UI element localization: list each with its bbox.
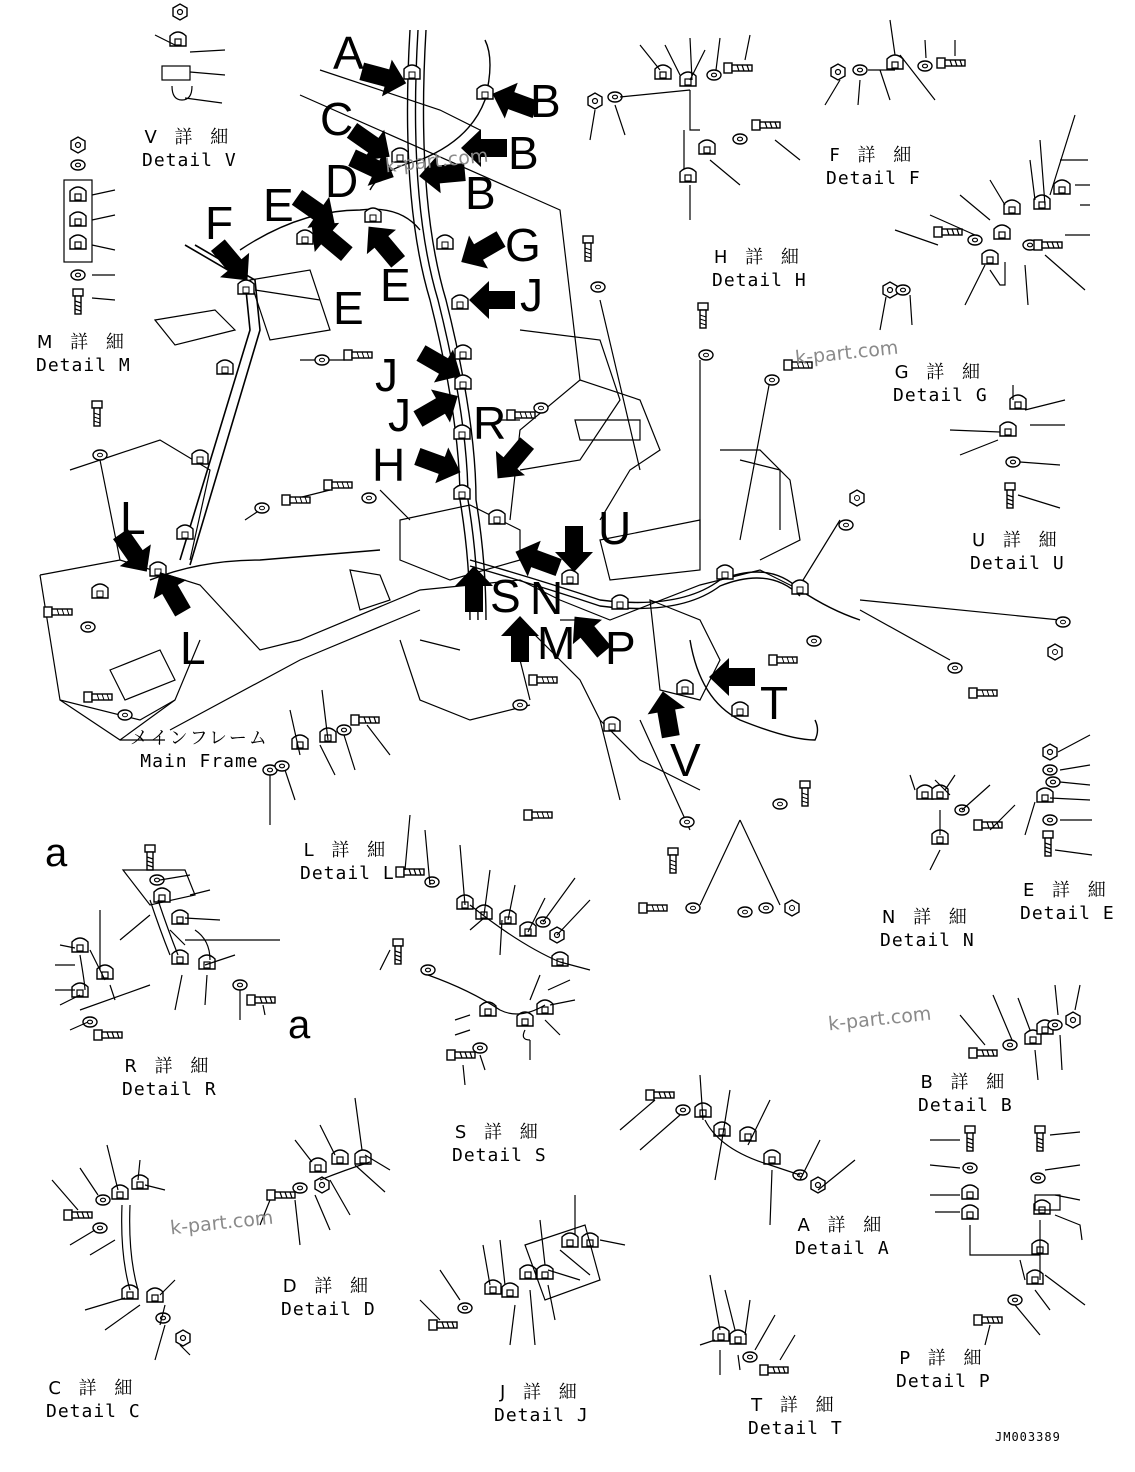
detail-label-p-jp: P 詳 細: [899, 1348, 988, 1369]
watermark-3: k-part.com: [827, 1002, 933, 1036]
detail-label-m: [36, 332, 131, 377]
main-frame-label-jp: メインフレーム: [130, 728, 269, 749]
detail-label-t-en: Detail T: [748, 1417, 843, 1439]
callout-letter-a-lower-1: a: [45, 831, 68, 875]
detail-label-a-en: Detail A: [795, 1237, 890, 1259]
detail-label-t-jp: T 詳 細: [751, 1395, 840, 1416]
detail-label-n: [880, 907, 975, 952]
detail-label-b: [918, 1072, 1013, 1117]
detail-label-h-jp: H 詳 細: [713, 247, 805, 268]
detail-label-a-jp: A 詳 細: [797, 1215, 888, 1236]
detail-label-u-jp: U 詳 細: [972, 530, 1063, 551]
detail-label-c-en: Detail C: [46, 1400, 141, 1422]
detail-label-v-jp: V 詳 細: [144, 127, 235, 148]
callout-letter-b-2: B: [508, 127, 539, 179]
callout-letter-e-3: E: [333, 282, 364, 334]
callout-letter-l-2: L: [180, 622, 206, 674]
callout-letter-b-1: B: [530, 75, 561, 127]
main-hardware: [44, 65, 1070, 917]
detail-label-e-en: Detail E: [1020, 902, 1115, 924]
detail-label-r-en: Detail R: [122, 1078, 217, 1100]
detail-label-c: [46, 1378, 141, 1423]
detail-label-j: [494, 1382, 589, 1427]
callout-letter-n: N: [530, 572, 564, 624]
detail-label-a: [795, 1215, 890, 1260]
detail-label-l-jp: L 詳 細: [303, 840, 392, 861]
detail-label-v: [142, 127, 237, 172]
callout-letter-t: T: [760, 677, 789, 729]
detail-label-u-en: Detail U: [970, 552, 1065, 574]
callout-letter-s: S: [490, 570, 521, 622]
detail-label-g-jp: G 詳 細: [894, 362, 987, 383]
detail-label-e-jp: E 詳 細: [1022, 880, 1112, 901]
detail-label-p-en: Detail P: [896, 1370, 991, 1392]
detail-label-h-en: Detail H: [712, 269, 807, 291]
watermark-2: k-part.com: [794, 336, 900, 370]
callout-letter-d: D: [325, 155, 359, 207]
callout-letter-j-3: J: [388, 389, 411, 441]
detail-label-n-jp: N 詳 細: [881, 907, 973, 928]
callout-letter-e-1: E: [263, 179, 294, 231]
detail-label-h: [712, 247, 807, 292]
watermark-1: k-part.com: [384, 144, 490, 178]
watermark-4: k-part.com: [169, 1206, 275, 1240]
detail-label-d-jp: D 詳 細: [282, 1276, 374, 1297]
detail-label-s-en: Detail S: [452, 1144, 547, 1166]
detail-label-d: [281, 1276, 376, 1321]
detail-label-f-en: Detail F: [826, 167, 921, 189]
detail-label-n-en: Detail N: [880, 929, 975, 951]
callout-letter-j-2: J: [375, 349, 398, 401]
detail-label-b-jp: B 詳 細: [920, 1072, 1011, 1093]
callout-letter-a-lower-2: a: [288, 1003, 311, 1047]
callout-letter-u: U: [598, 502, 632, 554]
detail-label-d-en: Detail D: [281, 1298, 376, 1320]
detail-label-g: [893, 362, 988, 407]
callout-letter-c: C: [320, 93, 354, 145]
detail-label-s: [452, 1122, 547, 1167]
drawing-code: JM003389: [995, 1430, 1061, 1444]
detail-label-m-en: Detail M: [36, 354, 131, 376]
detail-label-r: [122, 1056, 217, 1101]
detail-label-u: [970, 530, 1065, 575]
main-frame-label: [130, 728, 269, 773]
detail-label-g-en: Detail G: [893, 384, 988, 406]
detail-label-t: [748, 1395, 843, 1440]
detail-label-s-jp: S 詳 細: [454, 1122, 544, 1143]
callout-letter-b-3: B: [465, 167, 496, 219]
detail-label-f-jp: F 詳 細: [829, 145, 918, 166]
callout-letter-r: R: [473, 397, 507, 449]
callout-letter-j-1: J: [520, 269, 543, 321]
callout-letter-m: M: [537, 617, 576, 669]
detail-label-b-en: Detail B: [918, 1094, 1013, 1116]
callout-letter-a-main: A: [333, 27, 364, 79]
detail-label-c-jp: C 詳 細: [48, 1378, 139, 1399]
callout-letter-l-1: L: [120, 492, 146, 544]
callout-letter-g: G: [505, 219, 541, 271]
callout-letter-f: F: [205, 197, 234, 249]
detail-label-m-jp: M 詳 細: [36, 332, 130, 353]
callout-letter-h: H: [372, 439, 406, 491]
detail-label-r-jp: R 詳 細: [124, 1056, 215, 1077]
detail-label-e: [1020, 880, 1115, 925]
detail-label-p: [896, 1348, 991, 1393]
callout-letter-v: V: [670, 734, 701, 786]
detail-label-l-en: Detail L: [300, 862, 395, 884]
detail-label-j-jp: J 詳 細: [499, 1382, 583, 1403]
detail-label-l: [300, 840, 395, 885]
detail-label-v-en: Detail V: [142, 149, 237, 171]
detail-label-j-en: Detail J: [494, 1404, 589, 1426]
main-frame-label-en: Main Frame: [140, 750, 259, 772]
callout-letter-p: P: [605, 622, 636, 674]
detail-label-f: [826, 145, 921, 190]
callout-letter-e-2: E: [380, 259, 411, 311]
